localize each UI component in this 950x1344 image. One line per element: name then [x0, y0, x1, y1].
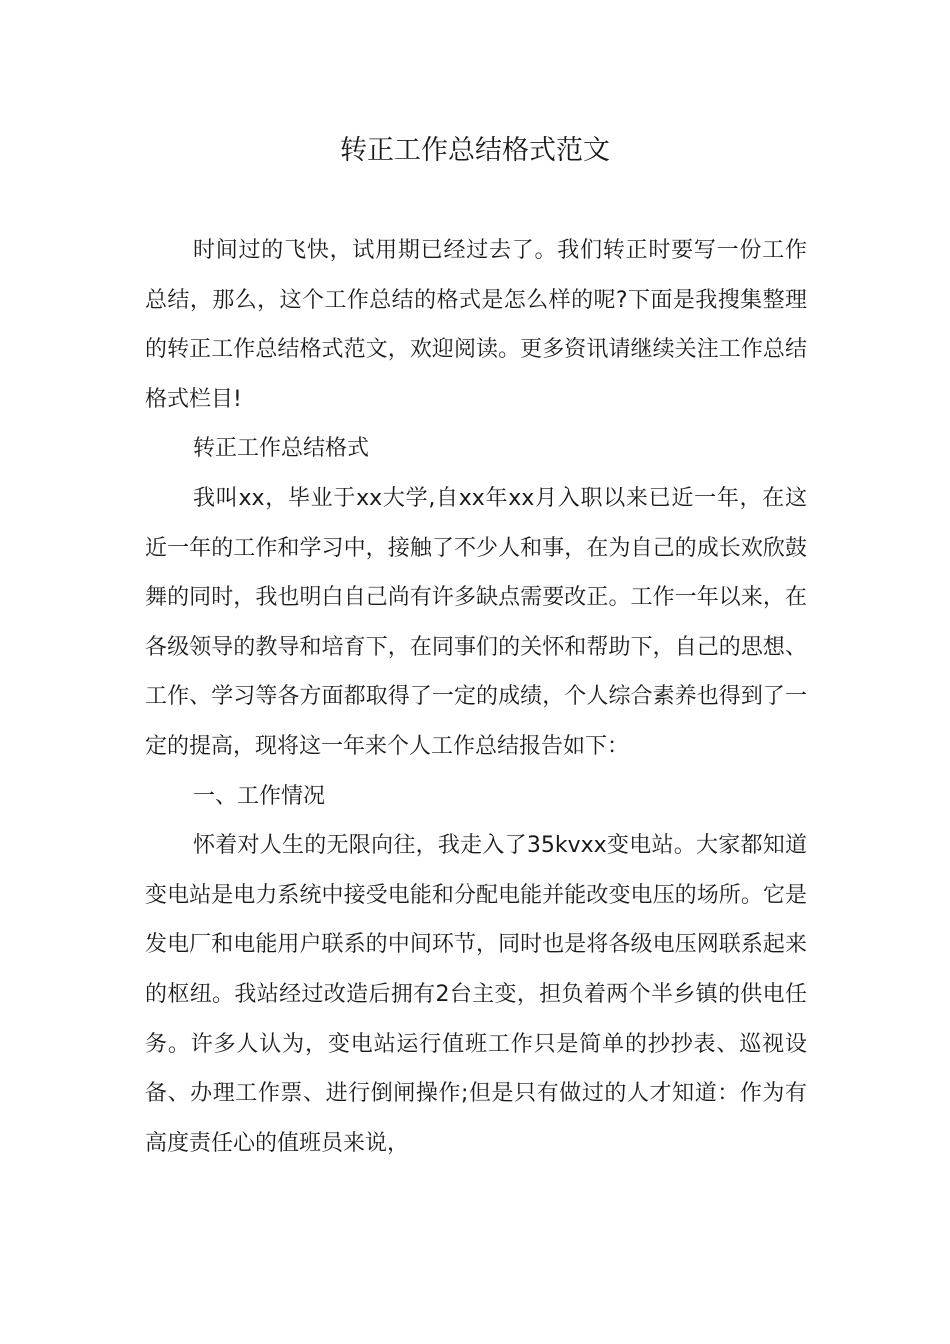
work-situation-paragraph: 怀着对人生的无限向往，我走入了35kvxx变电站。大家都知道变电站是电力系统中接受电能和分配电能并能改变电压的场所。它是发电厂和电能用户联系的中间环节，同时也是将各级电压网联系起来的枢纽。我站经过改造后拥有2台主变，担负着两个半乡镇的供电任务。许多人认为，变电站运行值班工作只是简单的抄抄表、巡视设备、办理工作票、进行倒闸操作;但是只有做过的人才知道：作为有高度责任心的值班员来说， — [145, 833, 807, 1156]
section-heading-work-situation: 一、工作情况 — [193, 783, 326, 809]
section-heading-format: 转正工作总结格式 — [193, 436, 370, 462]
document-title: 转正工作总结格式范文 — [340, 135, 610, 166]
document-body — [145, 226, 807, 1168]
self-introduction-paragraph: 我叫xx，毕业于xx大学,自xx年xx月入职以来已近一年，在这近一年的工作和学习中，接触了不少人和事，在为自己的成长欢欣鼓舞的同时，我也明白自己尚有许多缺点需要改正。工作一年以来，在各级领导的教导和培育下，在同事们的关怀和帮助下，自己的思想、工作、学习等各方面都取得了一定的成绩，个人综合素养也得到了一定的提高，现将这一年来个人工作总结报告如下： — [145, 485, 807, 759]
intro-paragraph: 时间过的飞快，试用期已经过去了。我们转正时要写一份工作总结，那么，这个工作总结的格式是怎么样的呢?下面是我搜集整理的转正工作总结格式范文，欢迎阅读。更多资讯请继续关注工作总结格式栏目! — [145, 238, 807, 412]
